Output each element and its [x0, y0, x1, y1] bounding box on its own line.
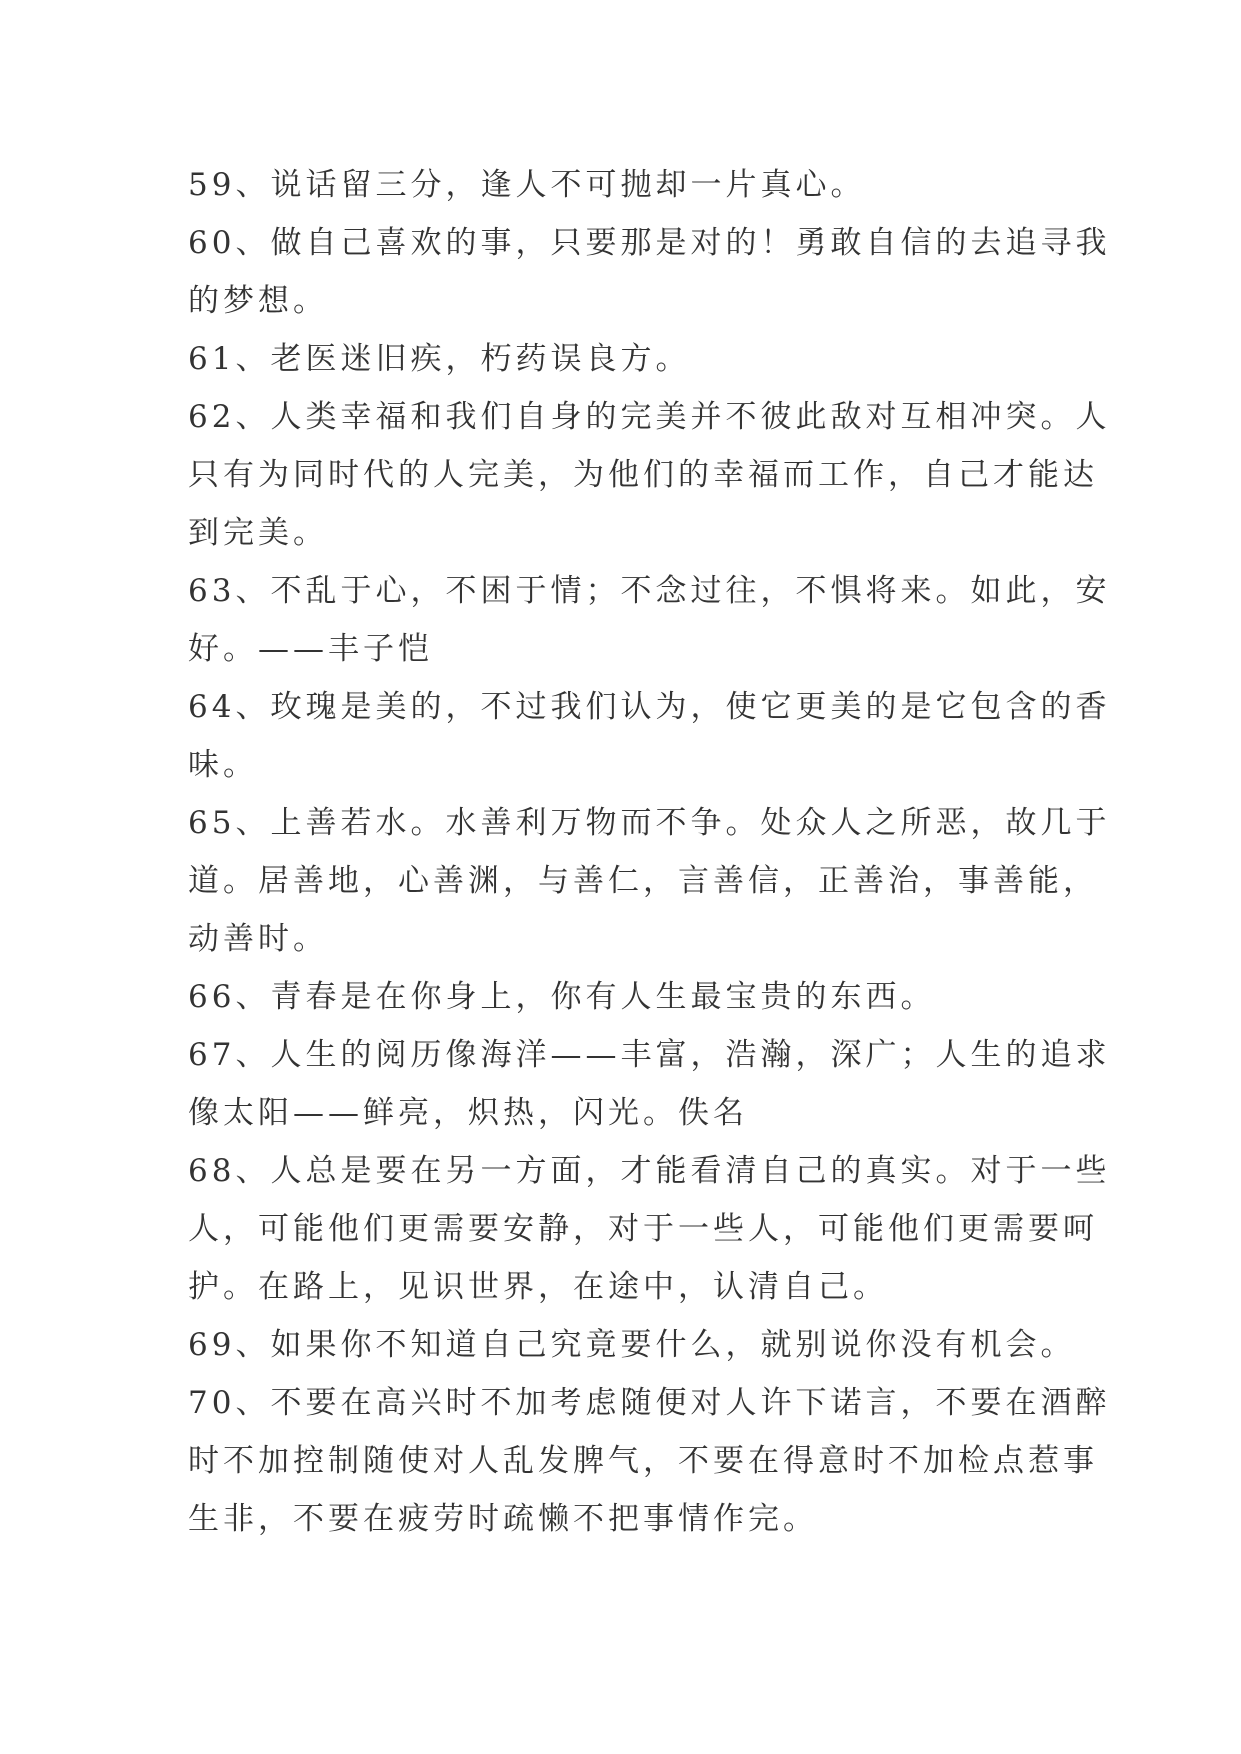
quote-paragraph	[188, 1316, 1076, 1374]
text-line: 64、玫瑰是美的，不过我们认为，使它更美的是它包含的香	[188, 689, 1111, 725]
quote-paragraph	[188, 1374, 1111, 1548]
text-line: 好。——丰子恺	[188, 631, 433, 667]
text-line: 只有为同时代的人完美，为他们的幸福而工作，自己才能达	[188, 457, 1098, 493]
text-line: 像太阳——鲜亮，炽热，闪光。佚名	[188, 1095, 748, 1131]
text-line: 动善时。	[188, 921, 328, 957]
text-line: 护。在路上，见识世界，在途中，认清自己。	[188, 1269, 888, 1305]
quote-paragraph	[188, 968, 1058, 1026]
text-line: 味。	[188, 747, 258, 783]
text-line: 66、青春是在你身上，你有人生最宝贵的东西。	[188, 979, 936, 1015]
quote-paragraph	[188, 156, 1058, 214]
quote-paragraph	[188, 562, 1111, 678]
text-line: 68、人总是要在另一方面，才能看清自己的真实。对于一些	[188, 1153, 1111, 1189]
text-line: 时不加控制随使对人乱发脾气，不要在得意时不加检点惹事	[188, 1443, 1098, 1479]
text-line: 道。居善地，心善渊，与善仁，言善信，正善治，事善能，	[188, 863, 1098, 899]
document-body	[188, 156, 1111, 1548]
quote-paragraph	[188, 330, 1058, 388]
text-line: 63、不乱于心，不困于情；不念过往，不惧将来。如此，安	[188, 573, 1111, 609]
text-line: 的梦想。	[188, 283, 328, 319]
quote-paragraph	[188, 388, 1111, 562]
quote-paragraph	[188, 214, 1111, 330]
text-line: 到完美。	[188, 515, 328, 551]
text-line: 59、说话留三分，逢人不可抛却一片真心。	[188, 167, 866, 203]
quote-paragraph	[188, 678, 1111, 794]
text-line: 69、如果你不知道自己究竟要什么，就别说你没有机会。	[188, 1327, 1076, 1363]
quote-paragraph	[188, 794, 1111, 968]
text-line: 生非，不要在疲劳时疏懒不把事情作完。	[188, 1501, 818, 1537]
text-line: 62、人类幸福和我们自身的完美并不彼此敌对互相冲突。人	[188, 399, 1111, 435]
text-line: 人，可能他们更需要安静，对于一些人，可能他们更需要呵	[188, 1211, 1098, 1247]
text-line: 67、人生的阅历像海洋——丰富，浩瀚，深广；人生的追求	[188, 1037, 1111, 1073]
text-line: 60、做自己喜欢的事，只要那是对的！勇敢自信的去追寻我	[188, 225, 1111, 261]
text-line: 65、上善若水。水善利万物而不争。处众人之所恶，故几于	[188, 805, 1111, 841]
text-line: 61、老医迷旧疾，朽药误良方。	[188, 341, 691, 377]
text-line: 70、不要在高兴时不加考虑随便对人许下诺言，不要在酒醉	[188, 1385, 1111, 1421]
quote-paragraph	[188, 1142, 1111, 1316]
quote-paragraph	[188, 1026, 1111, 1142]
